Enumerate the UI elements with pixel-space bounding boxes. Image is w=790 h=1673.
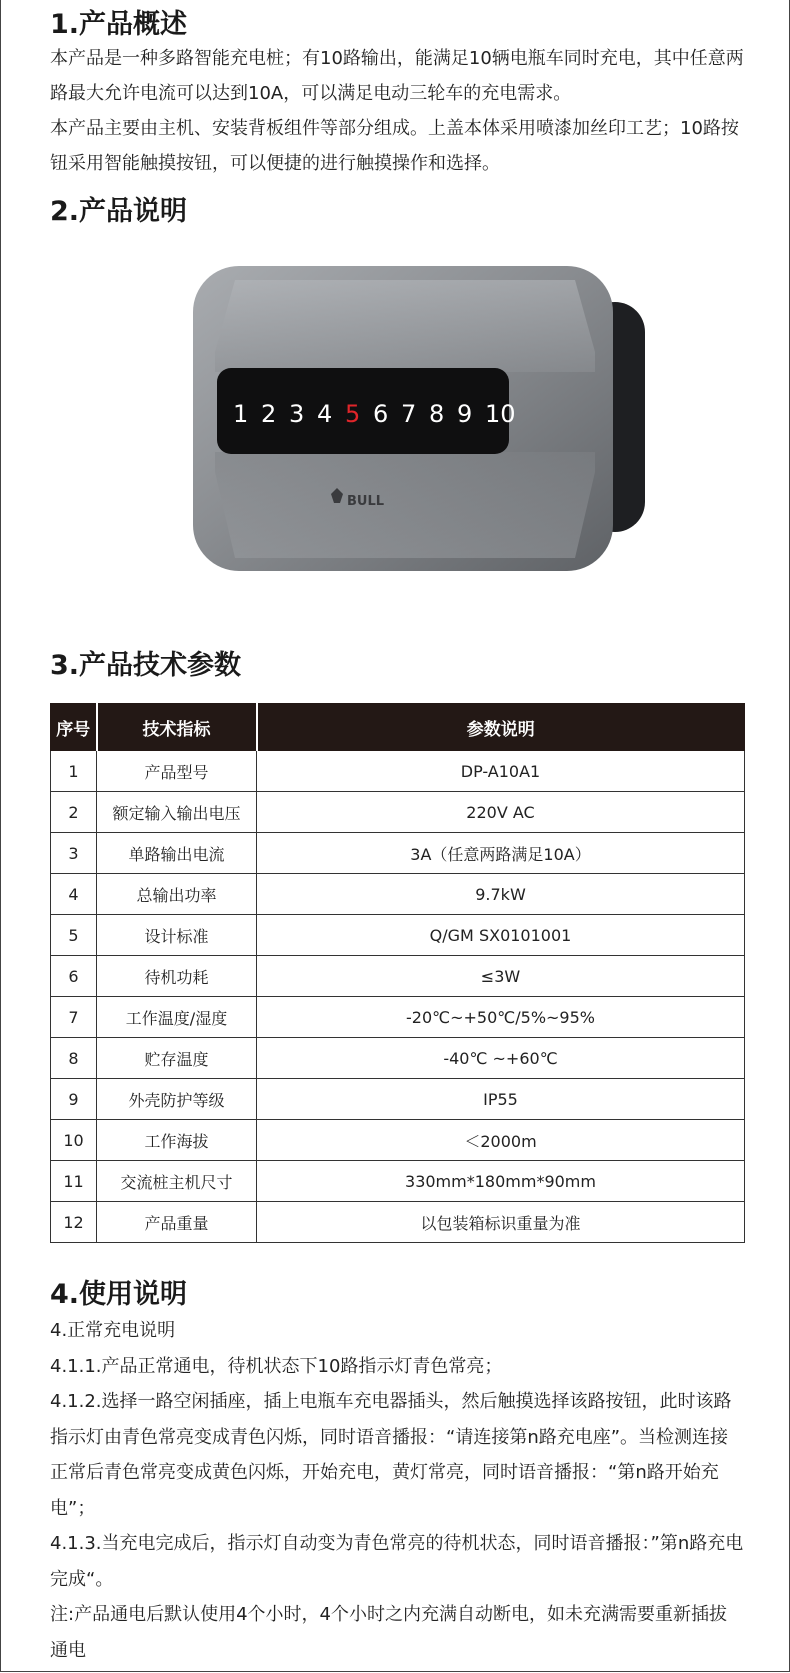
button-digit: 8 bbox=[429, 400, 445, 428]
table-row bbox=[51, 997, 745, 1038]
cell-value: ＜2000m bbox=[257, 1120, 745, 1161]
cell-index: 11 bbox=[51, 1161, 97, 1202]
top-facet bbox=[215, 280, 595, 372]
cell-indicator: 工作温度/湿度 bbox=[97, 997, 257, 1038]
cell-index: 8 bbox=[51, 1038, 97, 1079]
section-title-specs: 3.产品技术参数 bbox=[50, 650, 242, 681]
button-digit: 7 bbox=[401, 400, 417, 428]
cell-value: 3A（任意两路满足10A） bbox=[257, 833, 745, 874]
usage-text bbox=[50, 1313, 744, 1668]
table-row bbox=[51, 833, 745, 874]
button-digit: 6 bbox=[373, 400, 389, 428]
header-description: 参数说明 bbox=[257, 704, 745, 751]
button-digit: 3 bbox=[289, 400, 305, 428]
cell-indicator: 交流桩主机尺寸 bbox=[97, 1161, 257, 1202]
section-title-overview: 1.产品概述 bbox=[50, 9, 188, 40]
cell-indicator: 总输出功率 bbox=[97, 874, 257, 915]
cell-indicator: 单路输出电流 bbox=[97, 833, 257, 874]
cell-value: Q/GM SX0101001 bbox=[257, 915, 745, 956]
table-row bbox=[51, 1120, 745, 1161]
cell-index: 9 bbox=[51, 1079, 97, 1120]
cell-index: 5 bbox=[51, 915, 97, 956]
usage-line: 4.1.1.产品正常通电，待机状态下10路指示灯青色常亮； bbox=[50, 1355, 503, 1377]
overview-paragraph-2: 本产品主要由主机、安装背板组件等部分组成。上盖本体采用喷漆加丝印工艺；10路按钮采用智能触摸按钮，可以便捷的进行触摸操作和选择。 bbox=[50, 118, 739, 174]
cell-value: -40℃ ~+60℃ bbox=[257, 1038, 745, 1079]
cell-index: 6 bbox=[51, 956, 97, 997]
button-digit: 5 bbox=[345, 400, 361, 428]
table-row bbox=[51, 751, 745, 792]
table-row bbox=[51, 874, 745, 915]
overview-paragraph-1: 本产品是一种多路智能充电桩；有10路输出，能满足10辆电瓶车同时充电，其中任意两路最大允许电流可以达到10A，可以满足电动三轮车的充电需求。 bbox=[50, 48, 744, 104]
usage-line: 4.1.3.当充电完成后，指示灯自动变为青色常亮的待机状态，同时语音播报：”第n路充电完成“。 bbox=[50, 1533, 744, 1590]
table-row bbox=[51, 1038, 745, 1079]
cell-indicator: 工作海拔 bbox=[97, 1120, 257, 1161]
button-digit: 2 bbox=[261, 400, 277, 428]
cell-value: -20℃~+50℃/5%~95% bbox=[257, 997, 745, 1038]
spec-table-header-row bbox=[51, 704, 745, 751]
cell-value: DP-A10A1 bbox=[257, 751, 745, 792]
cell-value: 220V AC bbox=[257, 792, 745, 833]
cell-index: 1 bbox=[51, 751, 97, 792]
button-digit: 9 bbox=[457, 400, 473, 428]
section-title-usage: 4.使用说明 bbox=[50, 1279, 188, 1310]
cell-indicator: 贮存温度 bbox=[97, 1038, 257, 1079]
cell-index: 4 bbox=[51, 874, 97, 915]
cell-value: 330mm*180mm*90mm bbox=[257, 1161, 745, 1202]
table-row bbox=[51, 1079, 745, 1120]
cell-index: 10 bbox=[51, 1120, 97, 1161]
table-row bbox=[51, 956, 745, 997]
usage-line: 注:产品通电后默认使用4个小时，4个小时之内充满自动断电，如未充满需要重新插拔通电 bbox=[50, 1604, 727, 1661]
cell-value: ≤3W bbox=[257, 956, 745, 997]
spec-table bbox=[50, 703, 745, 1243]
cell-indicator: 设计标准 bbox=[97, 915, 257, 956]
header-index: 序号 bbox=[51, 704, 97, 751]
bottom-facet bbox=[215, 452, 595, 558]
cell-indicator: 待机功耗 bbox=[97, 956, 257, 997]
charging-pile-illustration bbox=[145, 262, 665, 582]
table-row bbox=[51, 915, 745, 956]
table-row bbox=[51, 1202, 745, 1243]
cell-value: 以包装箱标识重量为准 bbox=[257, 1202, 745, 1243]
table-row bbox=[51, 792, 745, 833]
cell-indicator: 产品重量 bbox=[97, 1202, 257, 1243]
table-row bbox=[51, 1161, 745, 1202]
cell-index: 2 bbox=[51, 792, 97, 833]
cell-value: 9.7kW bbox=[257, 874, 745, 915]
button-digit: 4 bbox=[317, 400, 333, 428]
overview-text bbox=[50, 41, 744, 181]
cell-index: 12 bbox=[51, 1202, 97, 1243]
spec-table-body bbox=[51, 751, 745, 1243]
usage-line: 4.正常充电说明 bbox=[50, 1320, 176, 1341]
header-indicator: 技术指标 bbox=[97, 704, 257, 751]
product-image bbox=[145, 262, 665, 582]
cell-indicator: 外壳防护等级 bbox=[97, 1079, 257, 1120]
cell-index: 7 bbox=[51, 997, 97, 1038]
section-title-description: 2.产品说明 bbox=[50, 196, 188, 227]
button-digit: 1 bbox=[233, 400, 249, 428]
usage-line: 4.1.2.选择一路空闲插座，插上电瓶车充电器插头，然后触摸选择该路按钮，此时该路指示灯由青色常亮变成青色闪烁，同时语音播报：“请连接第n路充电座”。当检测连接正常后青色常亮变成黄色闪烁，开始充电，黄灯常亮，同时语音播报：“第n路开始充电”； bbox=[50, 1391, 732, 1519]
brand-logo-text: BULL bbox=[347, 494, 385, 509]
cell-value: IP55 bbox=[257, 1079, 745, 1120]
cell-index: 3 bbox=[51, 833, 97, 874]
cell-indicator: 额定输入输出电压 bbox=[97, 792, 257, 833]
cell-indicator: 产品型号 bbox=[97, 751, 257, 792]
button-digit: 10 bbox=[485, 400, 516, 428]
